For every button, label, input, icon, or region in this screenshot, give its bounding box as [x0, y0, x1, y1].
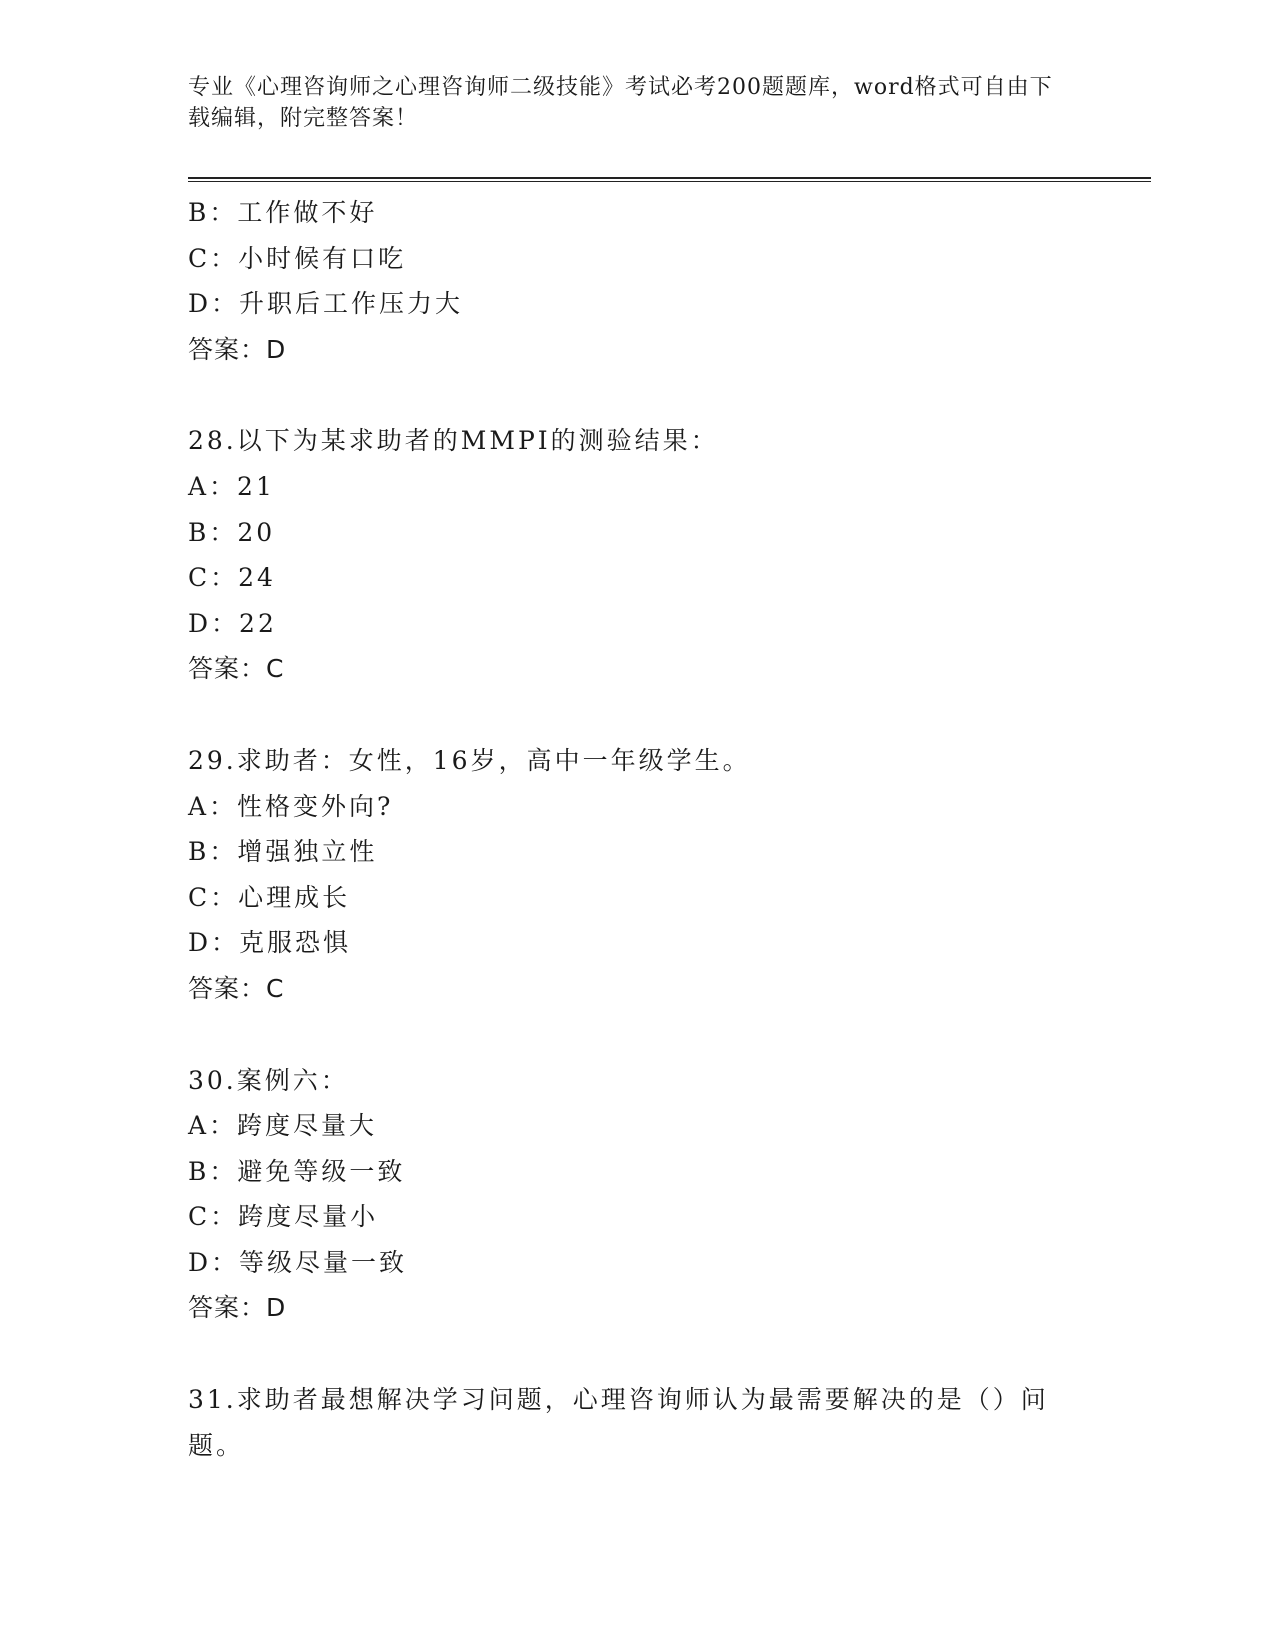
question-list [188, 190, 1088, 1468]
option-d: D：22 [188, 608, 277, 638]
question-text: 31.求助者最想解决学习问题，心理咨询师认为最需要解决的是（）问题。 [188, 1385, 1049, 1460]
answer-text: 答案：C [188, 973, 285, 1003]
option-a: A：21 [188, 471, 275, 501]
question-28 [188, 418, 1088, 692]
option-c: C：心理成长 [188, 882, 351, 912]
answer-text: 答案：D [188, 334, 287, 364]
question-text: 28.以下为某求助者的MMPI的测验结果： [188, 426, 719, 456]
question-text: 30.案例六： [188, 1065, 349, 1095]
question-29 [188, 738, 1088, 1012]
spacer [188, 1331, 1088, 1377]
header-divider [188, 177, 1151, 182]
option-b: B：避免等级一致 [188, 1156, 406, 1186]
answer-text: 答案：C [188, 654, 285, 684]
option-d: D：升职后工作压力大 [188, 289, 464, 319]
document-header [188, 72, 1068, 134]
option-c: C：跨度尽量小 [188, 1202, 379, 1232]
option-d: D：等级尽量一致 [188, 1247, 408, 1277]
question-text: 29.求助者：女性，16岁，高中一年级学生。 [188, 745, 751, 775]
option-a: A：跨度尽量大 [188, 1111, 378, 1141]
option-a: A：性格变外向? [188, 791, 394, 821]
spacer [188, 692, 1088, 738]
option-d: D：克服恐惧 [188, 928, 352, 958]
question-31 [188, 1377, 1088, 1468]
option-b: B：20 [188, 517, 276, 547]
spacer [188, 1012, 1088, 1058]
spacer [188, 372, 1088, 418]
option-c: C：小时候有口吃 [188, 243, 407, 273]
option-b: B：工作做不好 [188, 198, 378, 227]
question-30 [188, 1058, 1088, 1332]
option-b: B：增强独立性 [188, 837, 378, 867]
question-27-partial [188, 190, 1088, 372]
answer-text: 答案：D [188, 1293, 287, 1323]
option-c: C：24 [188, 563, 276, 593]
header-intro-text: 专业《心理咨询师之心理咨询师二级技能》考试必考200题题库，word格式可自由下载编辑，附完整答案！ [188, 75, 1053, 131]
